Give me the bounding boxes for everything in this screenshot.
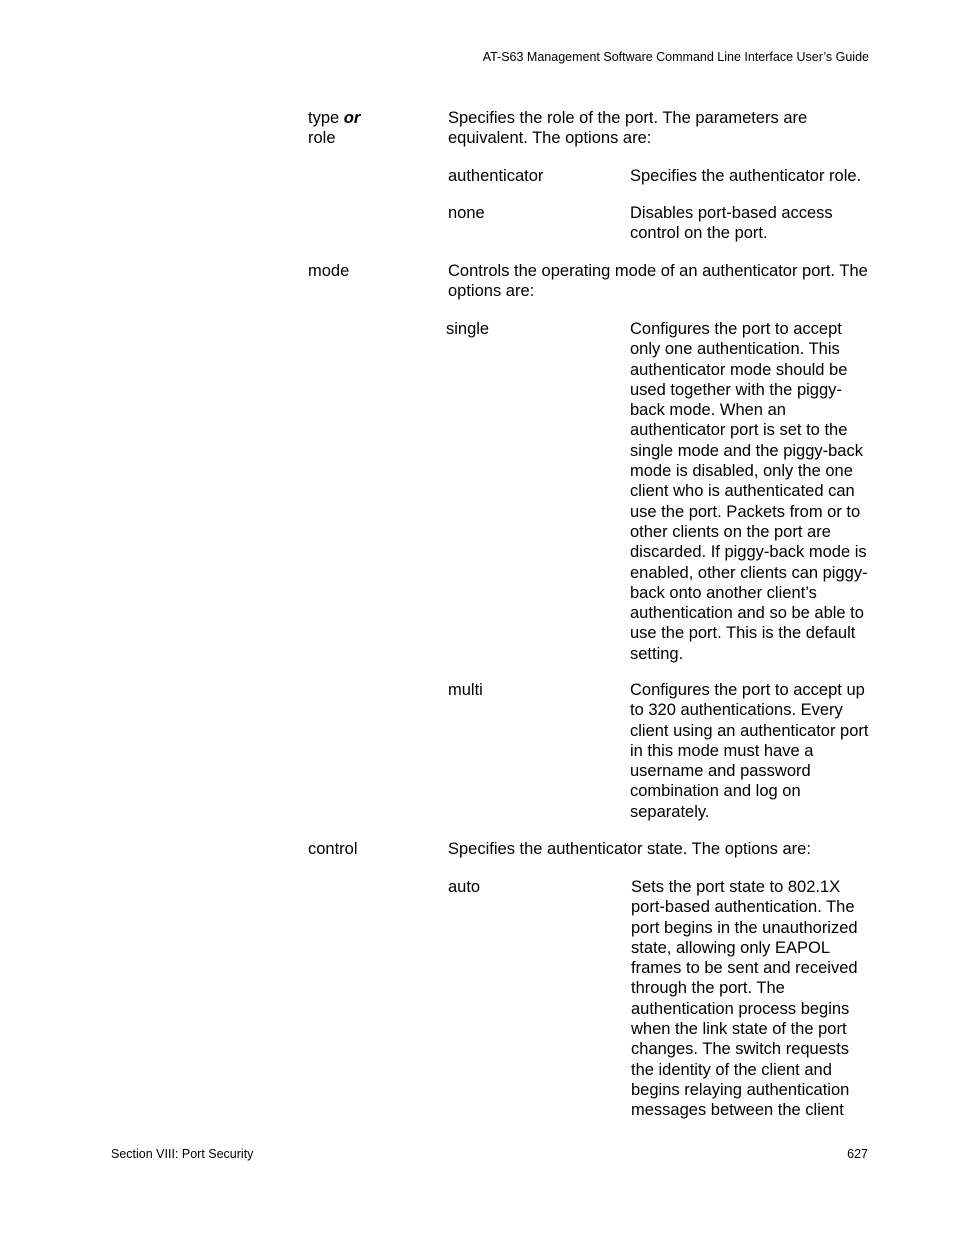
param-name-type	[308, 108, 438, 149]
param-desc-control: Specifies the authenticator state. The options are:	[448, 840, 811, 858]
param-desc-mode: Controls the operating mode of an authenticator port. The options are:	[448, 262, 868, 301]
param-name-type-part1: type	[308, 109, 344, 127]
option-name-auto: auto	[448, 878, 481, 896]
option-desc-authenticator: Specifies the authenticator role.	[630, 167, 862, 185]
option-name-multi: multi	[448, 681, 483, 699]
option-desc-none: Disables port-based access control on the port.	[630, 204, 833, 243]
option-name-none: none	[448, 204, 485, 222]
page-header: AT-S63 Management Software Command Line Interface User’s Guide	[482, 50, 869, 64]
option-desc-multi: Configures the port to accept up to 320 authentications. Every client using an authenticator port in this mode must have a username and password combination and log on separately.	[630, 681, 869, 821]
option-desc-single: Configures the port to accept only one authentication. This authenticator mode should be used together with the piggy-back mode. When an authenticator port is set to the single mode and the piggy-back mode is disabled, only the one client who is authenticated can use the port. Packets from or to other clients on the port are discarded. If piggy-back mode is enabled, other clients can piggy-back onto another client’s authentication and so be able to use the port. This is the default setting.	[630, 320, 868, 663]
param-name-or: or	[343, 109, 361, 127]
option-name-single: single	[446, 320, 490, 338]
param-name-mode: mode	[308, 262, 350, 280]
param-name-control: control	[308, 840, 358, 858]
footer-section: Section VIII: Port Security	[111, 1147, 254, 1161]
option-name-authenticator: authenticator	[448, 167, 544, 185]
param-name-role: role	[308, 129, 336, 148]
page-number: 627	[847, 1147, 868, 1161]
option-desc-auto: Sets the port state to 802.1X port-based authentication. The port begins in the unauthorized state, allowing only EAPOL frames to be sent and received through the port. The authentication process begins when the link state of the port changes. The switch requests the identity of the client and begins relaying authentication messages between the client	[631, 878, 858, 1120]
param-desc-type: Specifies the role of the port. The parameters are equivalent. The options are:	[448, 109, 808, 148]
